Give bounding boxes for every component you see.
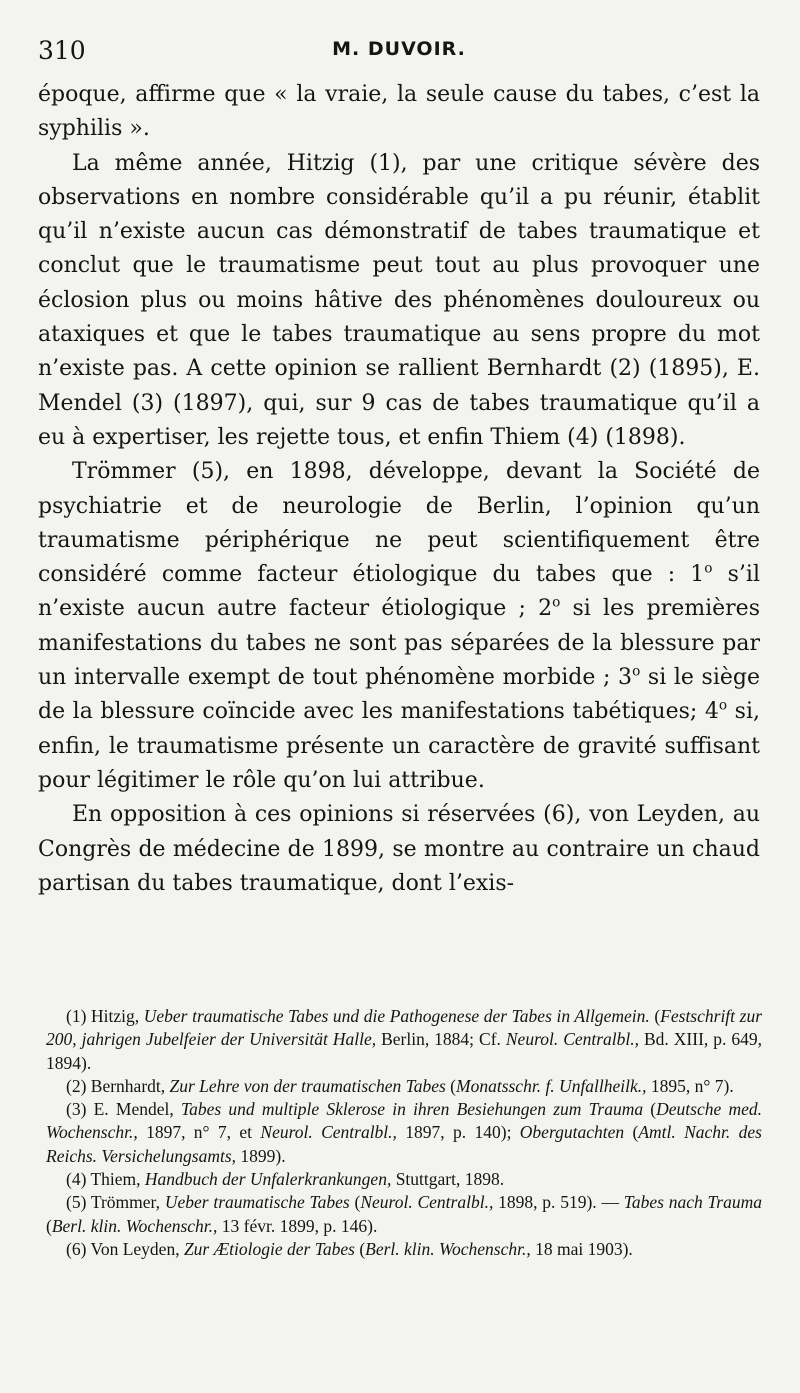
ordinal-superscript: o [718,698,728,715]
text-run: En opposition à ces opinions si réservées (6), von Leyden, au Congrès de médecine de 1899, se montre au contraire un chaud partisan du tabes traumatique, dont l’exis- [38,802,760,896]
paragraph [38,455,760,798]
italic-title: Deutsche med. Wochenschr., [46,1099,762,1143]
italic-title: Berl. klin. Wochenschr., [51,1215,218,1236]
italic-title: Zur Lehre von der traumatischen Tabes [169,1075,446,1096]
text-run: 1895, n° 7). [646,1075,734,1096]
text-run: 13 févr. 1899, p. 146). [217,1215,378,1236]
text-run: ( [643,1099,657,1120]
text-run: Bd. XIII, p. 649, 1894). [46,1029,762,1073]
body-text [38,78,760,901]
text-run: ( [46,1215,52,1236]
italic-title: Neurol. Centralbl., [360,1192,494,1213]
text-run: ( [354,1238,366,1259]
text-run: Trömmer (5), en 1898, développe, devant la Société de psychiatrie et de neurologie de Berlin, l’opinion qu’un traumatisme périphérique ne peut scientifiquement être considéré comme facteur étiologique du tabes que : 1 [38,459,760,588]
text-run: ( [649,1006,661,1026]
italic-title: Ueber traumatische Tabes und die Pathogenese der Tabes in Allgemein. [143,1006,650,1026]
footnote [46,1005,762,1075]
text-run: ( [349,1192,361,1213]
ordinal-superscript: o [552,595,561,612]
italic-title: Neurol. Centralbl., [260,1122,397,1143]
italic-title: Obergutachten [519,1122,625,1143]
footnote [46,1238,762,1261]
text-run: 18 mai 1903). [530,1238,633,1259]
italic-title: Tabes nach Trauma [623,1192,763,1213]
text-run: (5) Trömmer, [66,1192,165,1213]
text-run: Berlin, 1884; Cf. [376,1029,506,1050]
paragraph [38,147,760,456]
paragraph [38,78,760,147]
text-run: si le siège de la blessure coïncide avec les manifestations tabétiques; 4 [38,665,760,725]
text-run: (4) Thiem, [66,1169,145,1190]
text-run: (6) Von Leyden, [66,1238,184,1259]
footnote [46,1098,762,1168]
text-run: (2) Bernhardt, [66,1075,170,1096]
text-run: 1897, n° 7, et [137,1122,261,1143]
footnote [46,1075,762,1098]
footnote [46,1191,762,1238]
text-run: (1) Hitzig, [66,1006,144,1026]
italic-title: Zur Ætiologie der Tabes [183,1238,355,1259]
text-run: (3) E. Mendel, [66,1099,181,1120]
italic-title: Ueber traumatische Tabes [164,1192,350,1213]
text-run: 1897, p. 140); [396,1122,520,1143]
text-run: Stuttgart, 1898. [391,1169,505,1190]
italic-title: Handbuch der Unfalerkrankungen, [144,1169,392,1190]
text-run: 1898, p. 519). — [493,1192,624,1213]
footnote [46,1168,762,1191]
text-run: 1899). [236,1145,286,1166]
page-number: 310 [38,36,86,65]
text-run: La même année, Hitzig (1), par une critique sévère des observations en nombre considérable qu’il a pu réunir, établit qu’il n’existe aucun cas démonstratif de tabes traumatique et conclut que le traumatisme peut tout au plus provoquer une éclosion plus ou moins hâtive des phénomènes douloureux ou ataxiques et que le tabes traumatique au sens propre du mot n’existe pas. A cette opinion se rallient Bernhardt (2) (1895), E. Mendel (3) (1897), qui, sur 9 cas de tabes traumatique qu’il a eu à expertiser, les rejette tous, et enfin Thiem (4) (1898). [38,150,760,450]
footnotes [46,1005,762,1261]
text-run: si les premières manifestations du tabes ne sont pas séparées de la blessure par un intervalle exempt de tout phénomène morbide ; 3 [38,596,760,691]
ordinal-superscript: o [632,663,641,680]
text-run: ( [445,1075,456,1096]
italic-title: Berl. klin. Wochenschr., [365,1238,531,1259]
text-run: ( [624,1122,639,1143]
italic-title: Neurol. Centralbl., [505,1029,640,1050]
ordinal-superscript: o [704,560,713,577]
italic-title: Festschrift zur 200, jahrigen Jubelfeier der Universität Halle, [46,1006,763,1050]
page-header [38,36,760,76]
text-run: si, enfin, le traumatisme présente un caractère de gravité suffisant pour légitimer le rôle qu’on lui attribue. [38,699,760,793]
italic-title: Amtl. Nachr. des Reichs. Versichelungsamts, [46,1122,762,1166]
italic-title: Tabes und multiple Sklerose in ihren Besiehungen zum Trauma [180,1099,644,1120]
text-run: époque, affirme que « la vraie, la seule cause du tabes, c’est la syphilis ». [38,82,760,142]
running-head: M. DUVOIR. [332,38,466,60]
italic-title: Monatsschr. f. Unfallheilk., [456,1075,647,1096]
text-run: s’il n’existe aucun autre facteur étiologique ; 2 [38,562,760,622]
paragraph [38,798,760,901]
